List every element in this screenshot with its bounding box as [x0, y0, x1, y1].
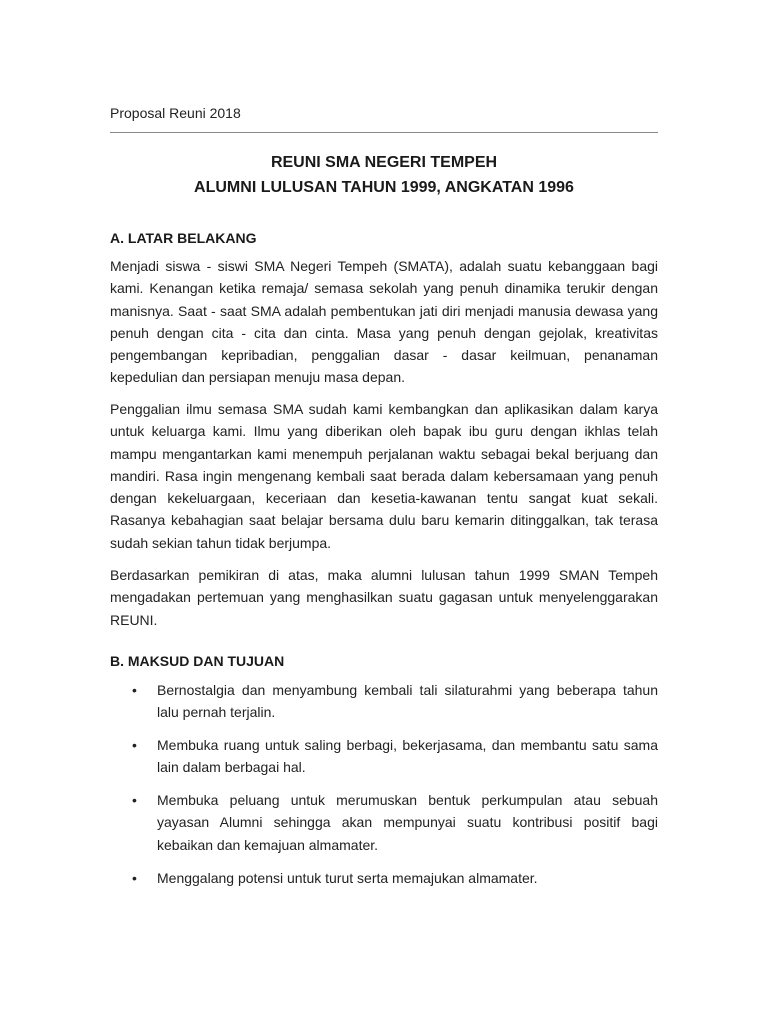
list-item-text: Bernostalgia dan menyambung kembali tali silaturahmi yang beberapa tahun lalu pernah terjalin. [157, 682, 658, 721]
bullet-icon: • [132, 737, 137, 754]
list-item [110, 867, 658, 889]
section-a-paragraph-1: Menjadi siswa - siswi SMA Negeri Tempeh (SMATA), adalah suatu kebanggaan bagi kami. Kenangan ketika remaja/ semasa sekolah yang penuh dinamika terukir dengan manisnya. Saat - saat SMA adalah pembentukan jati diri menjadi manusia dewasa yang penuh dengan cita - cita dan cinta. Masa yang penuh dengan gejolak, kreativitas pengembangan kepribadian, penggalian dasar - dasar keilmuan, penanaman kepedulian dan persiapan menuju masa depan. [110, 258, 658, 386]
section-a-paragraph-2: Penggalian ilmu semasa SMA sudah kami kembangkan dan aplikasikan dalam karya untuk keluarga kami. Ilmu yang diberikan oleh bapak ibu guru dengan ikhlas telah mampu mengantarkan kami menempuh perjalanan waktu sebagai bekal berjuang dan mandiri. Rasa ingin mengenang kembali saat berada dalam kebersamaan yang penuh dengan kekeluargaan, keceriaan dan kesetia-kawanan tentu sangat kuat sekali. Rasanya kebahagian saat belajar bersama dulu baru kemarin ditinggalkan, tak terasa sudah sekian tahun tidak berjumpa. [110, 401, 658, 551]
section-b-heading: B. MAKSUD DAN TUJUAN [110, 653, 285, 669]
bullet-icon: • [132, 792, 137, 809]
list-item-text: Membuka peluang untuk merumuskan bentuk perkumpulan atau sebuah yayasan Alumni sehingga akan mempunyai suatu kontribusi positif bagi kebaikan dan kemajuan almamater. [157, 792, 658, 853]
title-line-2: ALUMNI LULUSAN TAHUN 1999, ANGKATAN 1996 [194, 179, 574, 196]
list-item-text: Membuka ruang untuk saling berbagi, bekerjasama, dan membantu satu sama lain dalam berbagai hal. [157, 737, 658, 776]
bullet-icon: • [132, 869, 137, 886]
header-divider [110, 132, 658, 133]
list-item [110, 679, 658, 724]
section-a-paragraph-3: Berdasarkan pemikiran di atas, maka alumni lulusan tahun 1999 SMAN Tempeh mengadakan pertemuan yang menghasilkan suatu gagasan untuk menyelenggarakan REUNI. [110, 567, 658, 628]
title-line-1: REUNI SMA NEGERI TEMPEH [270, 154, 498, 171]
bullet-icon: • [132, 682, 137, 698]
objectives-list [110, 679, 658, 899]
section-a-heading: A. LATAR BELAKANG [110, 230, 257, 246]
document-header: Proposal Reuni 2018 [110, 105, 241, 121]
list-item [110, 789, 658, 856]
list-item-text: Menggalang potensi untuk turut serta memajukan almamater. [157, 869, 538, 886]
document-title [110, 150, 658, 200]
list-item [110, 734, 658, 779]
